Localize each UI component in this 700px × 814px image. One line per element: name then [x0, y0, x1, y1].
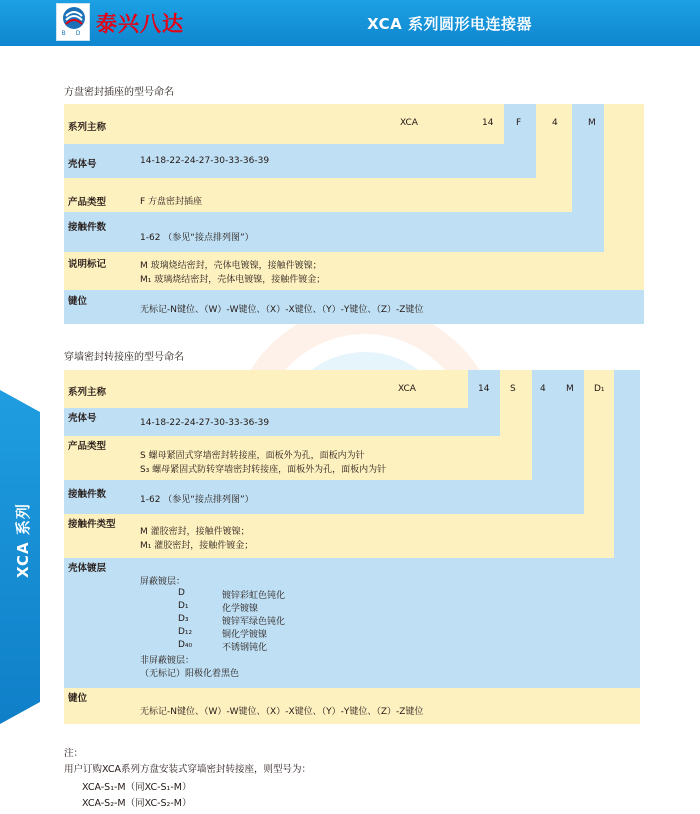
page-title: XCA 系列圆形电连接器 [367, 15, 532, 33]
section1-code-series: XCA [400, 118, 418, 128]
plating-desc-d1: 化学镀镍 [222, 604, 259, 614]
section2-shell-values: 14-18-22-24-27-30-33-36-39 [140, 418, 270, 428]
section1-label-desc: 说明标记 [68, 259, 107, 270]
section2-code-series: XCA [398, 384, 416, 394]
plating-nonshield-heading: 非屏蔽镀层： [140, 656, 195, 666]
section2-contact-type-line1: M 灌胶密封，接触件镀镍； [140, 527, 250, 537]
section2-title: 穿墙密封转接座的型号命名 [64, 352, 184, 363]
section2-type-line2: S₃ 螺母紧固式防转穿墙密封转接座，面板外为孔，面板内为针 [140, 465, 387, 475]
section1-label-series: 系列主称 [68, 122, 107, 133]
section1-desc-line1: M 玻璃烧结密封，壳体电镀镍，接触件镀镍； [140, 261, 322, 271]
section2-code-plating: D₁ [594, 384, 605, 394]
section1-row-type [64, 178, 536, 212]
section2-contact-type-line2: M₁ 灌胶密封，接触件镀金； [140, 541, 254, 551]
section1-code-shell: 14 [482, 118, 494, 128]
section2-key-text: 无标记-N键位、（W）-W键位、（X）-X键位、（Y）-Y键位、（Z）-Z键位 [140, 707, 424, 717]
plating-desc-d40: 不锈钢钝化 [222, 643, 268, 653]
notes-title: 注： [64, 748, 84, 759]
section2-code-type: S [510, 384, 516, 394]
plating-shield-heading: 屏蔽镀层： [140, 577, 186, 587]
plating-code-d12: D₁₂ [178, 627, 193, 637]
section1-type-text: F 方盘密封插座 [140, 197, 203, 207]
section2-code-contact-type: M [566, 384, 574, 394]
section1-code-contacts: 4 [552, 118, 558, 128]
section2-contacts-text: 1-62 （参见“接点排列图”） [140, 495, 254, 505]
section2-label-type: 产品类型 [68, 441, 107, 452]
plating-code-d1: D₁ [178, 601, 189, 611]
section2-row-contacts [64, 480, 556, 514]
notes-line1: 用户订购XCA系列方盘安装式穿墙密封转接座，则型号为： [64, 764, 311, 775]
section2-code-contacts: 4 [540, 384, 546, 394]
section2-label-plating: 壳体镀层 [68, 563, 107, 574]
section1-code-type: F [516, 118, 522, 128]
plating-code-d3: D₃ [178, 614, 189, 624]
brand-name: 泰兴八达 [96, 12, 184, 36]
section2-label-contact-type: 接触件类型 [68, 519, 116, 530]
section2-code-shell: 14 [478, 384, 490, 394]
plating-desc-d: 镀锌彩虹色钝化 [222, 591, 286, 601]
section2-row-shell [64, 408, 500, 436]
page-header [0, 0, 700, 46]
plating-code-d: D [178, 588, 185, 598]
section1-label-shell: 壳体号 [68, 159, 97, 170]
company-logo [56, 3, 90, 41]
section2-label-contacts: 接触件数 [68, 489, 107, 500]
plating-desc-d3: 镀锌军绿色钝化 [222, 617, 286, 627]
section1-label-key: 键位 [68, 296, 88, 307]
plating-code-d40: D₄₀ [178, 640, 193, 650]
section1-label-type: 产品类型 [68, 197, 107, 208]
section1-key-text: 无标记-N键位、（W）-W键位、（X）-X键位、（Y）-Y键位、（Z）-Z键位 [140, 305, 424, 315]
plating-desc-d12: 铜化学镀镍 [222, 630, 268, 640]
section2-type-line1: S 螺母紧固式穿墙密封转接座，面板外为孔，面板内为针 [140, 451, 365, 461]
side-tab-label: XCA 系列 [14, 503, 32, 578]
notes-line2: XCA-S₁-M（同XC-S₁-M） [82, 782, 192, 793]
section2-label-series: 系列主称 [68, 387, 107, 398]
section1-code-desc: M [588, 118, 596, 128]
logo-icon [60, 6, 88, 30]
logo-letters: B D [61, 30, 85, 37]
section1-contacts-text: 1-62 （参见“接点排列图”） [140, 233, 254, 243]
section1-row-shell [64, 144, 504, 178]
plating-anodize: （无标记）阳极化着黑色 [140, 669, 240, 679]
section1-title: 方盘密封插座的型号命名 [64, 87, 174, 98]
section1-shell-values: 14-18-22-24-27-30-33-36-39 [140, 156, 270, 166]
notes-line3: XCA-S₂-M（同XC-S₂-M） [82, 798, 192, 809]
section1-desc-line2: M₁ 玻璃烧结密封，壳体电镀镍，接触件镀金； [140, 275, 326, 285]
section2-label-shell: 壳体号 [68, 413, 97, 424]
section1-label-contacts: 接触件数 [68, 222, 107, 233]
section2-label-key: 键位 [68, 693, 88, 704]
